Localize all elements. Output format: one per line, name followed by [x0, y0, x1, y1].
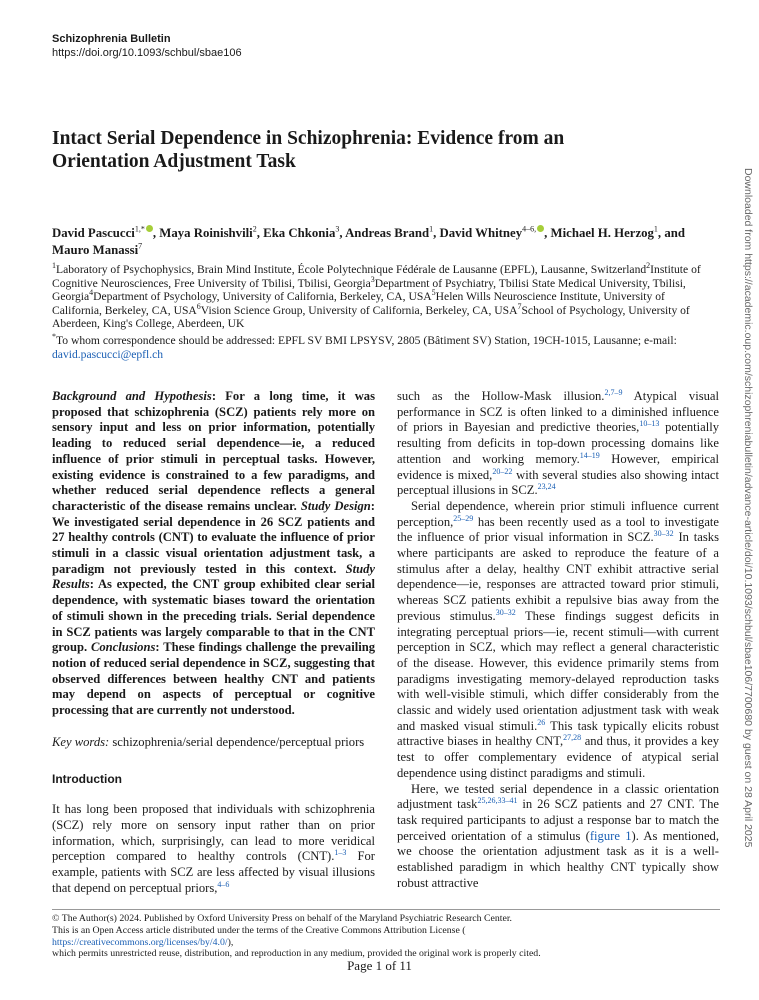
citation-ref[interactable]: 10–13 — [639, 419, 660, 429]
author-affiliation-ref: 7 — [138, 241, 143, 251]
affiliation: Department of Psychiatry, Tbilisi State Medical University, Tbilisi, Georgia — [52, 276, 686, 303]
author-separator: , — [256, 226, 264, 240]
page-number: Page 1 of 11 — [347, 958, 412, 973]
body-text: Here, we tested serial dependence in a classic orientation adjustment task — [397, 781, 719, 812]
body-paragraph — [397, 389, 719, 499]
download-note-text: Downloaded from https://academic.oup.com/schizophreniabulletin/advance-article/doi/10.1093/schbul/sbae106/7700680 by guest on 28 April 2025 — [742, 168, 754, 848]
affiliation: Institute of Cognitive Neurosciences, Free University of Tbilisi, Tbilisi, Georgia — [52, 263, 701, 290]
body-text: Atypical visual performance in SCZ is often linked to a diminished influence of priors in Bayesian and predictive theories, — [397, 389, 719, 435]
abstract-label: Conclusions — [90, 640, 156, 655]
affiliation-number: 2 — [646, 261, 651, 271]
affiliation-number: 4 — [89, 288, 94, 298]
body-text: It has long been proposed that individuals with schizophrenia (SCZ) rely more on sensory input rather than on prior information, which, surprisingly, can lead to more veridical perception compared to healthy controls (CNT). — [52, 802, 375, 864]
license-link[interactable]: https://creativecommons.org/licenses/by/4.0/ — [52, 936, 228, 948]
body-text: For example, patients with SCZ are less affected by visual illusions that depend on perceptual priors, — [52, 849, 375, 895]
body-text: in 26 SCZ patients and 27 CNT. The task required participants to adjust a response bar to match the perceived orientation of a stimulus ( — [397, 797, 719, 843]
email-link[interactable]: david.pascucci@epfl.ch — [52, 347, 164, 361]
keywords-text: schizophrenia/serial dependence/perceptual priors — [112, 734, 365, 749]
citation-ref[interactable]: 27,28 — [563, 733, 582, 743]
author-separator: , — [339, 226, 346, 240]
affiliation: Helen Wills Neuroscience Institute, University of California, Berkeley, CA, USA — [52, 290, 665, 317]
left-column — [52, 389, 375, 896]
body-paragraph — [397, 782, 719, 892]
body-text: with several studies also showing intact perceptual illusions in SCZ. — [397, 467, 719, 498]
license-terms-line: which permits unrestricted reuse, distribution, and reproduction in any medium, provided the original work is properly cited. — [52, 948, 541, 960]
author-list — [52, 225, 712, 259]
article-title: Intact Serial Dependence in Schizophrenia: Evidence from an Orientation Adjustment Task — [52, 128, 565, 172]
affiliation-number: 5 — [431, 288, 436, 298]
body-text: and thus, it provides a key test to offer complementary evidence of atypical serial dependence using distinct paradigms and stimuli. — [397, 734, 720, 780]
body-text: has been recently used as a tool to investigate the influence of prior visual information in SCZ. — [397, 514, 719, 545]
author-separator: , — [544, 226, 551, 240]
body-text: such as the Hollow-Mask illusion. — [397, 389, 605, 403]
author-name[interactable]: Maya Roinishvili — [159, 226, 253, 240]
author-name[interactable]: David Whitney — [439, 226, 523, 240]
license-line — [52, 925, 720, 949]
correspondence — [52, 334, 714, 361]
abstract-text: We investigated serial dependence in 26 SCZ patients and 27 healthy controls (CNT) to evaluate the influence of prior stimuli in a classic visual orientation adjustment task, a paradigm not previously tested in this context. — [52, 514, 375, 576]
citation-ref[interactable]: 25,26,33–41 — [477, 796, 518, 806]
author-name[interactable]: Mauro Manassi — [52, 243, 139, 257]
citation-ref[interactable]: 14–19 — [579, 450, 600, 460]
abstract-text: As expected, the CNT group exhibited clear serial dependence, with systematic biases toward the orientation of stimuli shown in the preceding trials. Serial dependence in SCZ patients was largely comparable to that in the CNT group. — [52, 577, 375, 655]
abstract-label: Study Design — [300, 498, 371, 513]
section-heading-introduction: Introduction — [52, 772, 122, 787]
citation-ref[interactable]: 20–22 — [492, 466, 513, 476]
author-separator: , — [152, 226, 160, 240]
affiliation-number: 7 — [517, 301, 522, 311]
author-affiliation-ref: 2 — [252, 224, 257, 234]
orcid-icon[interactable] — [146, 225, 153, 232]
abstract-text: For a long time, it was proposed that schizophrenia (SCZ) patients rely more on sensory input and less on prior information, potentially leading to reduced serial dependence—ie, a reduced influence of prior stimuli in perceptual tasks. However, existing evidence is constrained to a few paradigms, and whether reduced serial dependence reflects a general characteristic of the disease remains unclear. — [52, 389, 376, 513]
abstract: Background and Hypothesis: For a long time, it was proposed that schizophrenia (SCZ) patients rely more on sensory input and less on prior information, potentially leading to reduced serial dependence—ie, a reduced influence of prior stimuli in perceptual tasks. However, existing evidence is constrained to a few paradigms, and whether reduced serial dependence reflects a general characteristic of the disease remains unclear. Study Design: We investigated serial dependence in 26 SCZ patients and 27 healthy controls (CNT) to evaluate the influence of prior stimuli in a classic visual orientation adjustment task, a paradigm not previously tested in this context. Study Results: As expected, the CNT group exhibited clear serial dependence, with systematic biases toward the orientation of stimuli shown in the preceding trials. Serial dependence in SCZ patients was largely comparable to that in the CNT group. Conclusions: These findings challenge the prevailing notion of reduced serial dependence in SCZ, suggesting that observed differences between healthy CNT and patients may depend on aspects of perceptual or cognitive processing that are currently not understood. — [52, 389, 376, 718]
body-text: In tasks where participants are asked to reproduce the feature of a stimulus after a delay, healthy CNT exhibit attractive serial dependence—ie, responses are attracted toward prior stimuli, whereas SCZ patients exhibit a repulsive bias away from the previous stimulus. — [397, 530, 719, 623]
affiliations — [52, 263, 714, 331]
affiliation: Vision Science Group, University of California, Berkeley, CA, USA — [200, 303, 518, 317]
author-name[interactable]: Andreas Brand — [345, 226, 430, 240]
license-text: ), — [227, 936, 234, 948]
author-name[interactable]: David Pascucci — [52, 226, 135, 240]
body-text: potentially resulting from deficits in top-down processing domains like attention and working memory. — [397, 420, 719, 466]
body-text: ). As mentioned, we choose the orientation adjustment task as it is a well-established paradigm in which healthy CNT typically show robust attractive — [397, 828, 720, 890]
body-text: This task typically elicits robust attractive biases in healthy CNT, — [397, 718, 719, 749]
license-footer — [52, 913, 720, 960]
abstract-label: Background and Hypothesis — [52, 389, 212, 403]
journal-name: Schizophrenia Bulletin — [52, 33, 171, 45]
citation-ref[interactable]: 30–32 — [653, 529, 674, 539]
license-text: This is an Open Access article distributed under the terms of the Creative Commons Attribution License ( — [52, 924, 466, 936]
citation-ref[interactable]: 4–6 — [217, 879, 230, 889]
author-affiliation-ref: 3 — [335, 224, 340, 234]
citation-ref[interactable]: 2,7–9 — [604, 387, 623, 397]
author-affiliation-ref: 4–6, — [522, 224, 537, 234]
author-name[interactable]: Michael H. Herzog — [550, 226, 654, 240]
citation-ref[interactable]: 30–32 — [495, 607, 516, 617]
download-watermark — [738, 168, 754, 968]
body-paragraph — [397, 499, 719, 782]
author-separator: , and — [657, 226, 685, 240]
affiliation: Laboratory of Psychophysics, Brain Mind Institute, École Polytechnique Fédérale de Lausanne (EPFL), Lausanne, Switzerland — [56, 263, 647, 276]
author-affiliation-ref: 1 — [653, 224, 658, 234]
body-text: These findings suggest deficits in integrating perceptual priors—ie, recent stimuli—with current perception in SCZ, which may reflect a general characteristic of the disease. However, this evidence primarily stems from paradigms investigating memory-delayed reproduction tasks with well-visible stimuli, which differ considerably from the classic and widely used orientation adjustment task with weak and masked visual stimuli. — [397, 608, 719, 733]
author-affiliation-ref: 1 — [429, 224, 434, 234]
body-text: However, empirical evidence is mixed, — [397, 451, 719, 482]
citation-ref[interactable]: 26 — [537, 717, 546, 727]
affiliation-number: 3 — [370, 274, 375, 284]
author-affiliation-ref: 1,* — [134, 224, 145, 234]
affiliation: Department of Psychology, University of California, Berkeley, CA, USA — [93, 290, 432, 303]
citation-ref[interactable]: 23,24 — [537, 482, 556, 492]
affiliation-number: 1 — [52, 261, 56, 271]
body-paragraph — [52, 802, 375, 896]
abstract-text: These findings challenge the prevailing notion of reduced serial dependence in SCZ, suggesting that observed differences between healthy CNT and patients may depend on aspects of perceptual or cognitive processing that are currently not understood. — [52, 640, 376, 718]
affiliation: School of Psychology, University of Aberdeen, King's College, Aberdeen, UK — [52, 303, 690, 330]
keywords — [52, 735, 375, 751]
author-separator: , — [433, 226, 440, 240]
keywords-label: Key words: — [52, 734, 110, 749]
copyright-line: © The Author(s) 2024. Published by Oxford University Press on behalf of the Maryland Psychiatric Research Center. — [52, 913, 513, 924]
right-column — [397, 389, 719, 892]
journal-doi[interactable]: https://doi.org/10.1093/schbul/sbae106 — [52, 47, 242, 59]
correspondence-mark: * — [52, 332, 56, 342]
author-name[interactable]: Eka Chkonia — [263, 226, 336, 240]
citation-ref[interactable]: 25–29 — [453, 513, 474, 523]
abstract-label: Study Results — [52, 561, 375, 592]
affiliation-number: 6 — [196, 301, 201, 311]
footer-divider — [52, 909, 720, 910]
correspondence-text: To whom correspondence should be addressed: EPFL SV BMI LPSYSV, 2805 (Bâtiment SV) Station, 19CH-1015, Lausanne; e-mail: — [56, 334, 677, 347]
body-text: Serial dependence, wherein prior stimuli influence current perception, — [397, 498, 719, 529]
journal-header — [52, 32, 242, 60]
figure-link[interactable]: figure 1 — [589, 828, 632, 843]
citation-ref[interactable]: 1–3 — [334, 848, 347, 858]
